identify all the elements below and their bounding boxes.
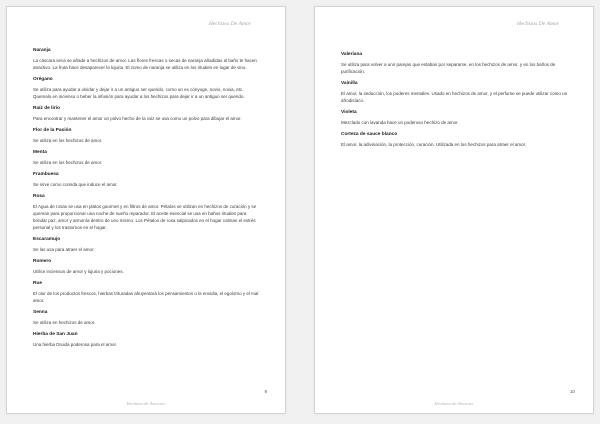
entry-text: Se sirve como comida que induce el amor. bbox=[33, 181, 118, 187]
entry-text: Se utiliza en hechizos de amor. bbox=[33, 319, 96, 325]
entry bbox=[341, 52, 568, 75]
entry-title: Senna bbox=[33, 309, 48, 315]
page-body bbox=[341, 52, 568, 154]
page-left bbox=[6, 6, 286, 414]
entry-title: Raíz de lirio bbox=[33, 105, 60, 111]
entry-text: Para encontrar y mantener el amor un polvo hecho de la raíz se usa como un polvo para dibujar el amor. bbox=[33, 115, 242, 121]
entry bbox=[33, 194, 260, 231]
entry-title: Rosa bbox=[33, 193, 45, 199]
entry-title: Vainilla bbox=[341, 80, 358, 86]
entry-text: Utilice inciensos de amor y lujuria y pociones. bbox=[33, 268, 124, 274]
page-right bbox=[314, 6, 594, 414]
entry-text: Una hierba Druida poderosa para el amor. bbox=[33, 341, 118, 347]
page-header: Hechizos De Amor bbox=[208, 21, 251, 27]
entry-title: Flor de la Pasión bbox=[33, 127, 72, 133]
entry-text: Mezclado con lavanda hace un poderoso hechizo de amor. bbox=[341, 119, 459, 125]
entry-text: El amor, la seducción, los poderes mentales. Usado en hechizos de amor, y el perfume se puede utilizar como un afrodisíaco. bbox=[341, 90, 568, 103]
entry-title: Violeta bbox=[341, 109, 357, 115]
entry-title: Hierba de San Juan bbox=[33, 331, 78, 337]
page-number: 10 bbox=[569, 389, 575, 394]
entry bbox=[33, 281, 260, 304]
entry bbox=[33, 128, 260, 144]
entry bbox=[33, 332, 260, 348]
entry-text: Se utiliza en los hechizos de amor. bbox=[33, 159, 103, 165]
entry bbox=[33, 48, 260, 71]
page-number: 9 bbox=[264, 389, 267, 394]
page-header: Hechizos De Amor bbox=[516, 21, 559, 27]
entry-title: Escaramujo bbox=[33, 236, 61, 242]
page-footer: Hechizos-de-Amor.net bbox=[126, 401, 166, 406]
entry bbox=[33, 106, 260, 122]
page-body bbox=[33, 48, 260, 354]
entry bbox=[341, 110, 568, 126]
entry bbox=[33, 259, 260, 275]
entry-title: Menta bbox=[33, 149, 47, 155]
entry bbox=[33, 77, 260, 100]
entry-title: Romero bbox=[33, 258, 52, 264]
entry bbox=[33, 172, 260, 188]
entry-text: El amor, la adivinación, la protección, curación. Utilizada en los hechizos para atraer el amor. bbox=[341, 141, 527, 147]
entry bbox=[341, 81, 568, 104]
entry-title: Valeriana bbox=[341, 52, 363, 57]
entry-text: El olor de los productos frescos, hierbas trituradas ahuyentará los pensamientos o la envidia, el egoísmo y el mal amor. bbox=[33, 290, 259, 303]
entry-text: El Agua de rosas se usa en platos gourmet y en filtros de amor. Pétalos se utilizan en hechizos de curación y se queman para proporcionar una noche de sueño reparador. El aceite esencial se usa en baños rituales para brindar paz, amor y armonía dentro de uno mismo. Los Pétalos de rosa salpicados en el hogar calman el estrés personal y los trastornos en el hogar. bbox=[33, 203, 257, 230]
entry-text: Se las usa para atraer el amor. bbox=[33, 246, 95, 252]
entry-title: Orégano bbox=[33, 76, 53, 82]
entry-title: Naranja bbox=[33, 48, 51, 53]
page-footer: Hechizos-de-Amor.net bbox=[434, 401, 474, 406]
entry bbox=[33, 237, 260, 253]
entry-text: Se utiliza para ayudar a olvidar y dejar ir a un antiguo ser querido, como un ex cónyuge, novio, novia, etc. Quemalo en incienso o beber la infusión para ayudar a los hechizos para dejar ir a un antiguo ser querido. bbox=[33, 86, 245, 99]
entry-text: Se utiliza para volver a unir parejas que estaban por separarse, en los hechizos de amor, y en los baños de purificación. bbox=[341, 61, 556, 74]
entry-title: Corteza de sauce blanco bbox=[341, 131, 398, 137]
entry bbox=[33, 150, 260, 166]
entry bbox=[341, 132, 568, 148]
entry-text: Se utiliza en los hechizos de amor. bbox=[33, 137, 103, 143]
entry-text: La cáscara seca se añade a hechizos de amor. Las flores frescas o secas de naranja añadidas al baño te hacen atractivo. La fruta hace desaparecer la lujuria. El zumo de naranja se utiliza en los rituales en lugar de vino. bbox=[33, 57, 257, 70]
entry-title: Rue bbox=[33, 280, 43, 286]
entry-title: Frambuesa bbox=[33, 171, 59, 177]
entry bbox=[33, 310, 260, 326]
